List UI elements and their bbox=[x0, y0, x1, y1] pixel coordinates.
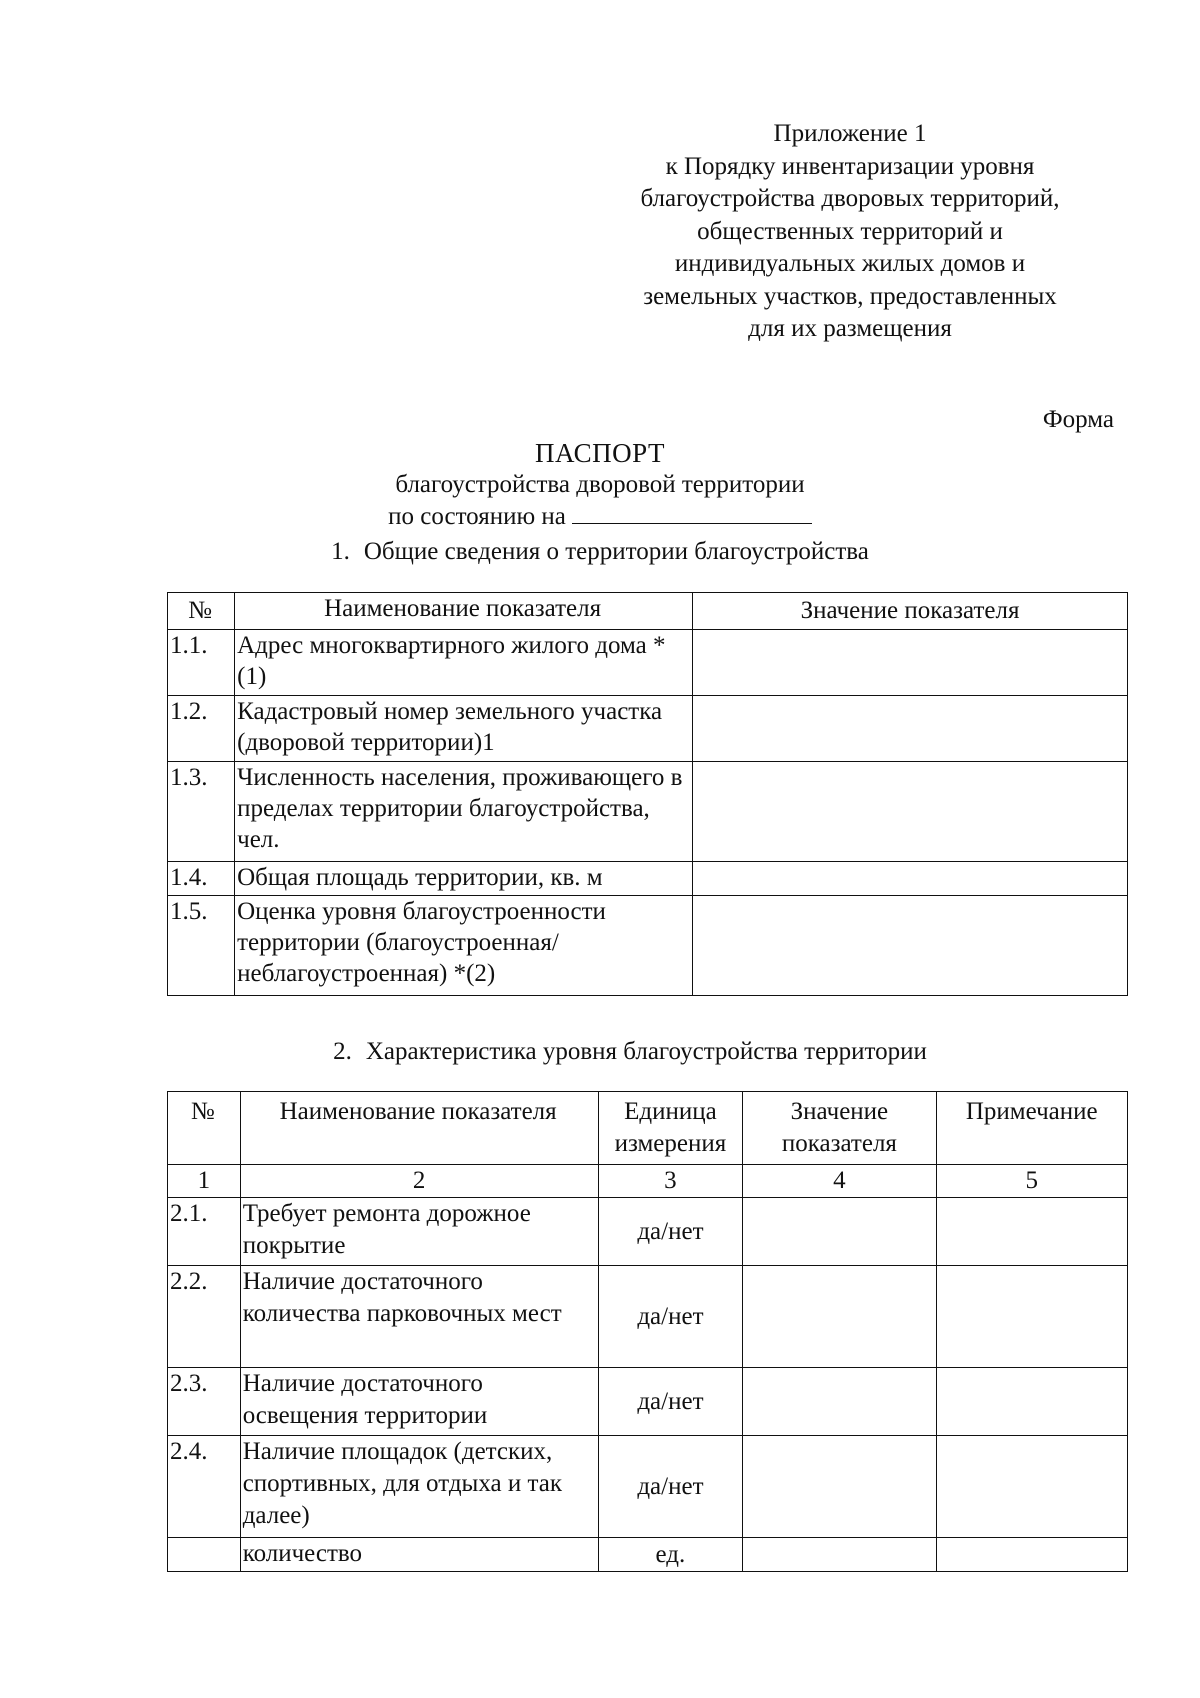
row-name: Оценка уровня благоустроенности территории (благоустроенная/ неблагоустроенная) *(2) bbox=[235, 896, 693, 996]
row-unit: ед. bbox=[598, 1538, 743, 1572]
row-name: Наличие достаточного количества парковочных мест bbox=[240, 1266, 598, 1368]
header-value: Значение показателя bbox=[743, 1092, 936, 1165]
column-index: 3 bbox=[598, 1165, 743, 1198]
row-unit: да/нет bbox=[598, 1368, 743, 1436]
table-row bbox=[168, 1538, 1128, 1572]
row-value bbox=[743, 1436, 936, 1538]
row-number: 1.3. bbox=[168, 762, 235, 862]
row-name: Общая площадь территории, кв. м bbox=[235, 862, 693, 896]
row-number: 2.1. bbox=[168, 1198, 241, 1266]
row-note bbox=[936, 1266, 1127, 1368]
row-note bbox=[936, 1538, 1127, 1572]
row-name: Адрес многоквартирного жилого дома *(1) bbox=[235, 630, 693, 696]
state-date-line bbox=[0, 501, 1200, 533]
appendix-line: земельных участков, предоставленных bbox=[643, 282, 1057, 310]
row-unit: да/нет bbox=[598, 1436, 743, 1538]
column-index: 2 bbox=[240, 1165, 598, 1198]
state-label: по состоянию на bbox=[388, 503, 566, 530]
row-number: 1.2. bbox=[168, 696, 235, 762]
appendix-header bbox=[600, 118, 1100, 346]
row-value bbox=[693, 762, 1128, 862]
appendix-line: Приложение 1 bbox=[773, 120, 927, 147]
row-value bbox=[693, 862, 1128, 896]
row-name: Наличие достаточного освещения территории bbox=[240, 1368, 598, 1436]
column-index: 4 bbox=[743, 1165, 936, 1198]
date-blank-line bbox=[572, 501, 812, 524]
row-unit: да/нет bbox=[598, 1198, 743, 1266]
row-note bbox=[936, 1368, 1127, 1436]
row-name: Требует ремонта дорожное покрытие bbox=[240, 1198, 598, 1266]
table-row bbox=[168, 896, 1128, 996]
row-value bbox=[743, 1266, 936, 1368]
section1-title: Общие сведения о территории благоустройства bbox=[363, 538, 869, 565]
improvement-level-table bbox=[167, 1091, 1128, 1572]
table-row bbox=[168, 1368, 1128, 1436]
column-index: 1 bbox=[168, 1165, 241, 1198]
row-value bbox=[743, 1198, 936, 1266]
appendix-line: общественных территорий и bbox=[697, 217, 1003, 245]
appendix-line: индивидуальных жилых домов и bbox=[674, 250, 1026, 277]
row-name: Численность населения, проживающего в пределах территории благоустройства, чел. bbox=[235, 762, 693, 862]
header-number: № bbox=[168, 1092, 241, 1165]
table-row bbox=[168, 862, 1128, 896]
header-name: Наименование показателя bbox=[240, 1092, 598, 1165]
row-note bbox=[936, 1436, 1127, 1538]
row-name: Кадастровый номер земельного участка (дворовой территории)1 bbox=[235, 696, 693, 762]
header-note: Примечание bbox=[936, 1092, 1127, 1165]
table-row bbox=[168, 1198, 1128, 1266]
row-number: 2.3. bbox=[168, 1368, 241, 1436]
row-number bbox=[168, 1538, 241, 1572]
table-header-row bbox=[168, 593, 1128, 630]
row-number: 2.4. bbox=[168, 1436, 241, 1538]
form-label: Форма bbox=[1042, 406, 1114, 433]
section1-number: 1. bbox=[331, 538, 350, 565]
header-name: Наименование показателя bbox=[235, 593, 693, 630]
header-unit: Единица измерения bbox=[598, 1092, 743, 1165]
table-row bbox=[168, 1436, 1128, 1538]
row-name: количество bbox=[240, 1538, 598, 1572]
row-unit: да/нет bbox=[598, 1266, 743, 1368]
column-index-row bbox=[168, 1165, 1128, 1198]
column-index: 5 bbox=[936, 1165, 1127, 1198]
table-row bbox=[168, 696, 1128, 762]
section1-heading bbox=[0, 538, 1200, 566]
header-value: Значение показателя bbox=[693, 593, 1128, 630]
table-row bbox=[168, 762, 1128, 862]
section2-heading bbox=[0, 1038, 1200, 1066]
row-value bbox=[743, 1368, 936, 1436]
row-number: 1.5. bbox=[168, 896, 235, 996]
section2-number: 2. bbox=[333, 1038, 352, 1065]
section2-title: Характеристика уровня благоустройства территории bbox=[365, 1038, 927, 1065]
title-block bbox=[0, 437, 1200, 533]
row-value bbox=[693, 896, 1128, 996]
row-number: 1.4. bbox=[168, 862, 235, 896]
table-header-row bbox=[168, 1092, 1128, 1165]
document-title: ПАСПОРТ bbox=[535, 438, 665, 468]
row-number: 2.2. bbox=[168, 1266, 241, 1368]
row-note bbox=[936, 1198, 1127, 1266]
row-value bbox=[743, 1538, 936, 1572]
appendix-line: к Порядку инвентаризации уровня bbox=[665, 152, 1035, 180]
appendix-line: благоустройства дворовых территорий, bbox=[640, 185, 1060, 212]
row-value bbox=[693, 630, 1128, 696]
document-subtitle: благоустройства дворовой территории bbox=[395, 471, 805, 498]
row-number: 1.1. bbox=[168, 630, 235, 696]
general-info-table bbox=[167, 592, 1128, 996]
table-row bbox=[168, 1266, 1128, 1368]
row-name: Наличие площадок (детских, спортивных, для отдыха и так далее) bbox=[240, 1436, 598, 1538]
row-value bbox=[693, 696, 1128, 762]
header-number: № bbox=[168, 593, 235, 630]
table-row bbox=[168, 630, 1128, 696]
appendix-line: для их размещения bbox=[748, 315, 952, 342]
